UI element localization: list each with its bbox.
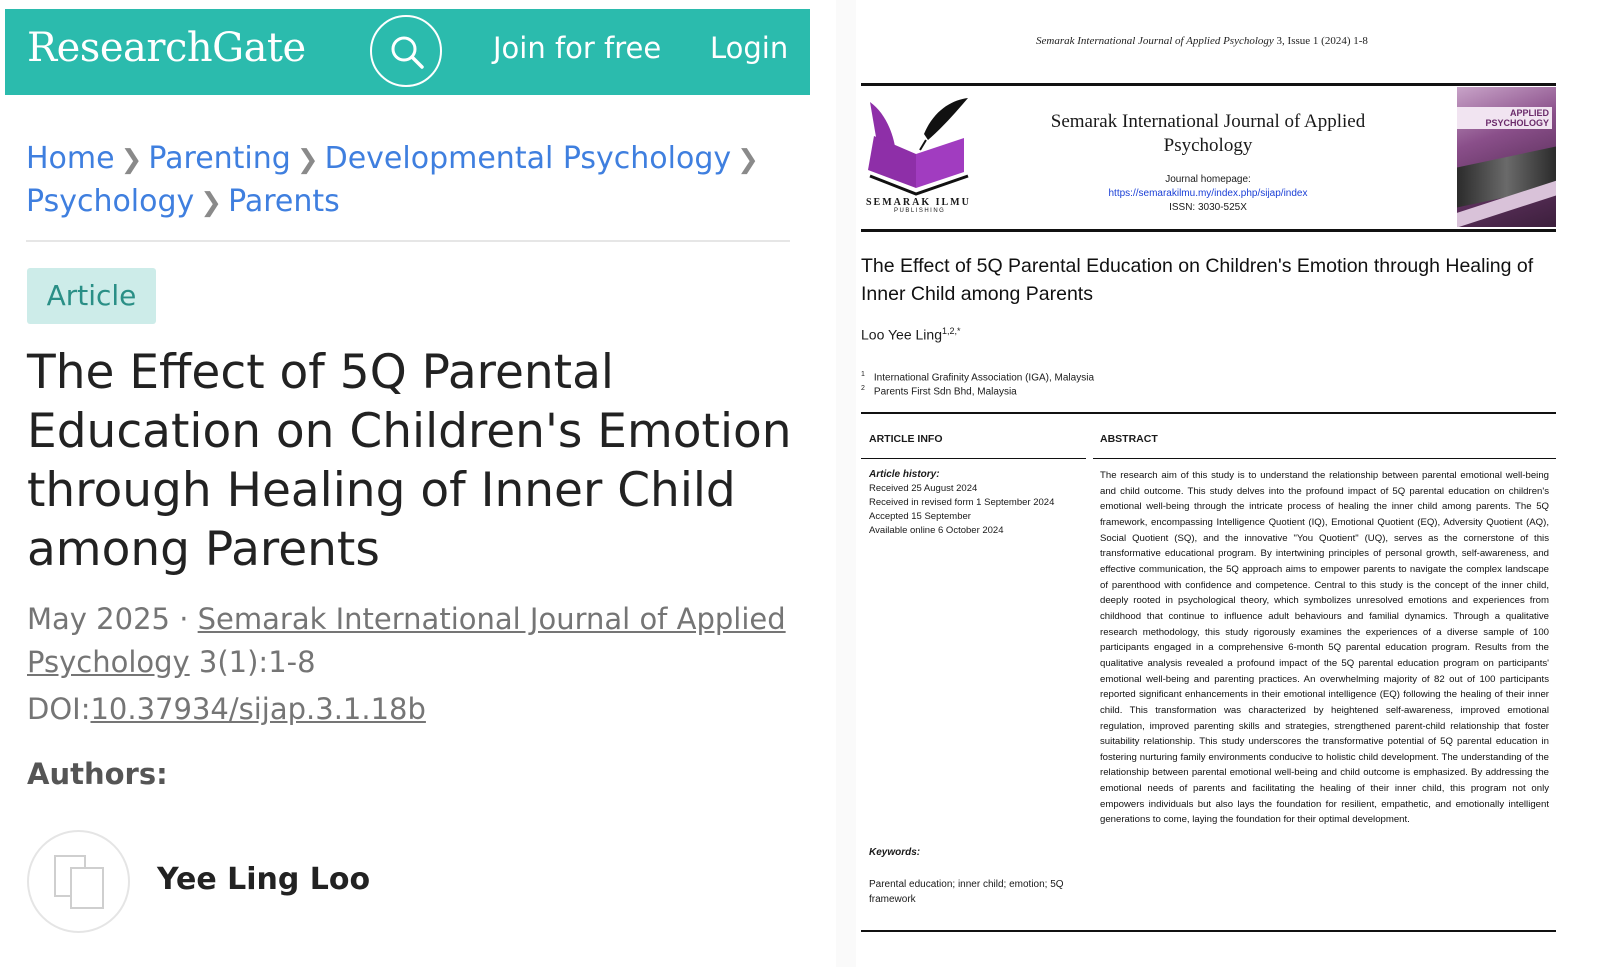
keywords-heading: Keywords: xyxy=(869,847,921,858)
publication-date: May 2025 xyxy=(27,602,170,636)
history-received: Received 25 August 2024 xyxy=(869,483,978,494)
breadcrumb-home[interactable]: Home xyxy=(26,141,115,176)
chevron-right-icon: ❯ xyxy=(200,188,223,218)
doi-link[interactable]: 10.37934/sijap.3.1.18b xyxy=(90,692,426,726)
journal-name: Semarak International Journal of Applied Psychology xyxy=(1050,111,1366,156)
affiliation-number: 1 xyxy=(861,371,865,378)
search-button[interactable] xyxy=(370,15,442,87)
avatar-placeholder-icon xyxy=(53,854,109,910)
rg-logo[interactable]: ResearchGate xyxy=(27,25,306,71)
login-link[interactable]: Login xyxy=(710,31,789,65)
chevron-right-icon: ❯ xyxy=(296,145,319,175)
article-history xyxy=(869,468,1089,538)
affiliation-1 xyxy=(861,371,1094,383)
publisher-logo-text: SEMARAK ILMU xyxy=(866,197,971,208)
divider xyxy=(26,240,790,242)
journal-link[interactable]: Semarak International Journal of Applied Psychology xyxy=(27,602,786,679)
abstract-heading: ABSTRACT xyxy=(1100,433,1158,445)
author-name[interactable]: Yee Ling Loo xyxy=(157,862,371,897)
info-rule-top xyxy=(861,412,1556,414)
info-rule-bottom xyxy=(861,930,1556,932)
affiliation-2 xyxy=(861,385,1017,397)
affiliation-text: Parents First Sdn Bhd, Malaysia xyxy=(873,386,1017,398)
publisher-logo-subtext: PUBLISHING xyxy=(894,208,946,214)
issn: ISSN: 3030-525X xyxy=(1169,202,1247,213)
join-for-free-link[interactable]: Join for free xyxy=(493,31,662,65)
page-title: The Effect of 5Q Parental Education on Children's Emotion through Healing of Inner Child among Parents xyxy=(27,345,792,577)
breadcrumb-psychology[interactable]: Psychology xyxy=(26,184,195,219)
cover-title: APPLIED PSYCHOLOGY xyxy=(1457,107,1552,129)
homepage-label: Journal homepage: xyxy=(1165,174,1251,185)
search-icon xyxy=(388,33,426,71)
header-rule-bottom xyxy=(861,229,1556,232)
header-rule-top xyxy=(861,83,1556,86)
history-revised: Received in revised form 1 September 2024 xyxy=(869,497,1055,508)
avatar[interactable] xyxy=(27,830,130,933)
pdf-first-page xyxy=(856,0,1600,967)
article-title: The Effect of 5Q Parental Education on Children's Emotion through Healing of Inner Child among Parents xyxy=(861,255,1534,305)
history-online: Available online 6 October 2024 xyxy=(869,525,1004,536)
chevron-right-icon: ❯ xyxy=(737,145,759,175)
article-author xyxy=(861,326,961,343)
affiliation-text: International Grafinity Association (IGA), Malaysia xyxy=(873,372,1094,384)
running-head xyxy=(1036,35,1368,47)
doi-line xyxy=(27,692,426,726)
authors-heading: Authors: xyxy=(27,757,168,791)
article-info-heading: ARTICLE INFO xyxy=(869,433,943,445)
author-affiliation-marks: 1,2,* xyxy=(941,326,961,336)
running-head-journal: Semarak International Journal of Applied Psychology xyxy=(1036,35,1274,47)
volume-pages: 3(1):1-8 xyxy=(198,645,316,679)
author-name: Loo Yee Ling xyxy=(861,326,942,343)
abstract-rule xyxy=(1093,458,1556,459)
panel-separator xyxy=(836,0,856,967)
running-head-issue: 3, Issue 1 (2024) 1-8 xyxy=(1276,35,1368,47)
chevron-right-icon: ❯ xyxy=(120,145,143,175)
article-history-heading: Article history: xyxy=(869,469,940,480)
affiliation-number: 2 xyxy=(861,385,865,392)
history-accepted: Accepted 15 September xyxy=(869,511,971,522)
article-info-rule xyxy=(861,458,1086,459)
breadcrumb-developmental-psychology[interactable]: Developmental Psychology xyxy=(324,141,732,176)
rg-header xyxy=(5,9,810,95)
article-type-badge: Article xyxy=(27,268,156,324)
abstract-text: The research aim of this study is to understand the relationship between parental emotional well-being and child outcome. This study delves into the profound impact of 5Q parental education on children's emotional well-being through the intricate process of healing the inner child among parents. The 5Q framework, encompassing Intelligence Quotient (IQ), Emotional Quotient (EQ), Adversity Quotient (AQ), Social Quotient (SQ), and the innovative "You Quotient" (UQ), serves as the cornerstone of this transformative educational program. By intertwining principles of personal growth, self-awareness, and effective communication, the 5Q approach aims to empower parents to navigate the complex landscape of parenthood with confidence and competence. Central to this study is the concept of the inner child, deeply rooted in psychological theory, which symbolizes unresolved emotions and experiences from childhood that continue to influence adult behaviours and familial dynamics. Through a qualitative research methodology, this study rigorously examines the experiences of a diverse sample of 100 participants engaged in a comprehensive 6-month 5Q parental education program. Results from the qualitative analysis revealed a profound impact of the 5Q parental education program on participants' emotional well-being and parenting practices. An overwhelming majority of 82 out of 100 participants reported significant enhancements in their emotional intelligence (EQ) following the healing of their inner child. This transformation was characterized by heightened self-awareness, improved emotional regulation, improved parenting skills and strategies, strengthened parent-child relationship that foster suitability relationship. This study underscores the transformative potential of 5Q parental education in fostering nurturing family environments conducive to holistic child development. The understanding of the relationship between parental emotional well-being and child outcome is emphasized. By addressing the emotional needs of parents and facilitating the healing of their inner child, this program not only empowers individuals but also lays the foundation for resilient, empathetic, and emotionally intelligent generations to come, laying the foundation for their optimal development. xyxy=(1100,470,1549,826)
homepage-link[interactable]: https://semarakilmu.my/index.php/sijap/index xyxy=(1108,188,1308,199)
publication-meta xyxy=(27,598,807,684)
breadcrumb-parents[interactable]: Parents xyxy=(228,184,340,219)
journal-cover-image xyxy=(1457,87,1556,227)
meta-separator: · xyxy=(179,602,189,636)
doi-label: DOI: xyxy=(27,692,91,726)
breadcrumb-parenting[interactable]: Parenting xyxy=(148,141,291,176)
keywords: Parental education; inner child; emotion; 5Q framework xyxy=(869,879,1064,905)
semarak-ilmu-logo-icon xyxy=(864,92,974,197)
breadcrumb xyxy=(26,138,796,224)
